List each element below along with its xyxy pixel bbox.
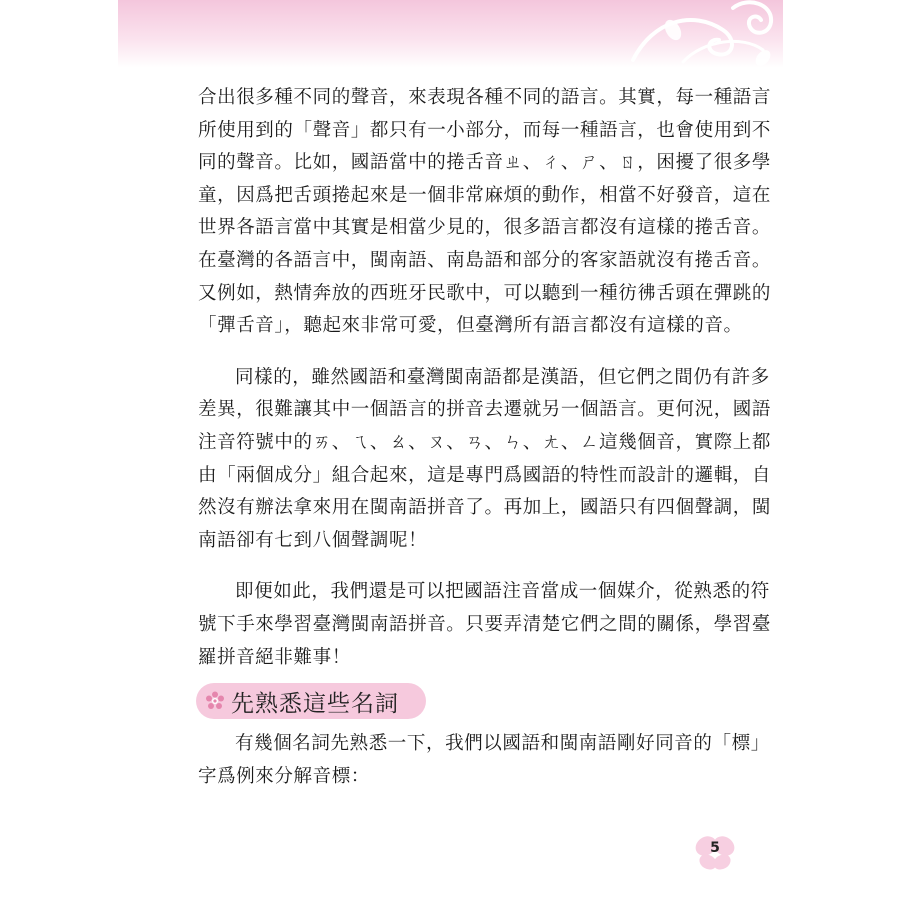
page-number-badge	[690, 828, 740, 878]
text-line: 由「兩個成分」組合起來，這是專門爲國語的特性而設計的邏輯，自	[198, 464, 772, 486]
paragraph-4	[198, 728, 770, 793]
book-page	[118, 0, 783, 900]
text-line: 有幾個名詞先熟悉一下，我們以國語和閩南語剛好同音的「標」	[235, 733, 770, 754]
body-text	[198, 82, 772, 693]
section-title: 先熟悉這些名詞	[231, 690, 399, 717]
text-line: 同樣的，雖然國語和臺灣閩南語都是漢語，但它們之間仍有許多	[235, 366, 770, 388]
section-heading	[196, 683, 426, 719]
intro-paragraph	[198, 728, 770, 812]
text-line: 所使用到的「聲音」都只有一小部分，而每一種語言，也會使用到不	[198, 119, 772, 141]
text-line: 又例如，熱情奔放的西班牙民歌中，可以聽到一種彷彿舌頭在彈跳的	[198, 282, 772, 304]
text-line: 同的聲音。比如，國語當中的捲舌音ㄓ、ㄔ、ㄕ、ㄖ，困擾了很多學	[198, 152, 772, 174]
text-line: 差異，很難讓其中一個語言的拼音去遷就另一個語言。更何況，國語	[198, 399, 772, 421]
page-number: 5	[710, 840, 720, 856]
text-line: 在臺灣的各語言中，閩南語、南島語和部分的客家語就沒有捲舌音。	[198, 249, 772, 271]
text-line: 羅拼音絕非難事！	[198, 646, 351, 668]
header-band	[118, 0, 783, 68]
text-line: 「彈舌音」，聽起來非常可愛，但臺灣所有語言都沒有這樣的音。	[198, 315, 743, 337]
text-line: 即便如此，我們還是可以把國語注音當成一個媒介，從熟悉的符	[235, 581, 770, 603]
text-line: 號下手來學習臺灣閩南語拼音。只要弄清楚它們之間的關係，學習臺	[198, 613, 772, 635]
paragraph-3	[198, 576, 772, 674]
flower-icon	[205, 691, 225, 711]
text-line: 童，因爲把舌頭捲起來是一個非常麻煩的動作，相當不好發音，這在	[198, 184, 772, 206]
text-line: 世界各語言當中其實是相當少見的，很多語言都沒有這樣的捲舌音。	[198, 217, 772, 239]
text-line: 然沒有辦法拿來用在閩南語拼音了。再加上，國語只有四個聲調，閩	[198, 497, 772, 519]
text-line: 南語卻有七到八個聲調呢！	[198, 529, 428, 551]
text-line: 合出很多種不同的聲音，來表現各種不同的語言。其實，每一種語言	[198, 87, 772, 108]
paragraph-2	[198, 362, 772, 558]
paragraph-1	[198, 82, 772, 343]
floral-ornament-icon	[613, 0, 783, 68]
text-line: 注音符號中的ㄞ、ㄟ、ㄠ、ㄡ、ㄢ、ㄣ、ㄤ、ㄥ這幾個音，實際上都	[198, 431, 772, 453]
text-line: 字爲例來分解音標：	[198, 765, 370, 787]
